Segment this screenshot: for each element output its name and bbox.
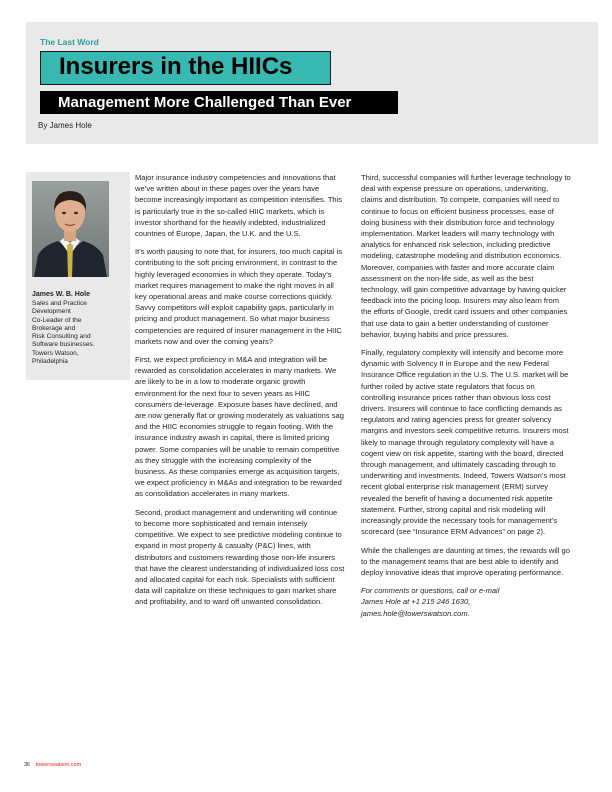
author-role-line: Co-Leader of the [32, 316, 82, 324]
article-column-left [135, 172, 345, 615]
byline: By James Hole [38, 121, 92, 130]
author-role-line: Software businesses. [32, 341, 95, 349]
page-footer [24, 762, 81, 768]
author-portrait-icon [32, 181, 109, 277]
paragraph: It’s worth pausing to note that, for insurers, too much capital is contributing to the soft pricing environment, in contrast to the highly leveraged economies in which they operate. Today’s market requires management to make the right moves in all key operational areas and make course corrections quickly. Savvy competitors will exploit capability gaps, particularly in pricing and product management. So what major business competencies are required of insurer management in the HIIC markets now and over the coming years? [135, 247, 343, 346]
subtitle-banner [40, 91, 398, 114]
author-role-line: Philadelphia [32, 358, 68, 366]
paragraph: Major insurance industry competencies and innovations that we’ve written about in these pages over the years have become increasingly important as competition intensifies. This is particularly true in the so-called HIIC markets, which is investor shorthand for the heavily indebted, industrialized countries of Europe, Japan, the U.K. and the U.S. [135, 173, 343, 239]
contact-email-link[interactable]: james.hole@towerswatson.com. [361, 608, 470, 618]
paragraph: Third, successful companies will further leverage technology to deal with expense pressure on operations, underwriting, claims and distribution. To compete, companies will need to continue to focus on efficient business processes, ease of doing business with their distribution force and technology implementation. Market leaders will marry technology with analytics for enhanced risk selection, including predictive modeling, catastrophe modeling and distribution economics. Moreover, companies with faster and more accurate claim assessment on the non-life side, as well as the best technology, will gain competitive advantage by having quicker feedback into the pricing loop. Insurers may also learn from the efforts of Google, credit card issuers and other companies that use data to gain a better understanding of customer behavior, buying habits and price pressures. [361, 173, 571, 339]
author-name: James W. B. Hole [32, 291, 90, 298]
author-photo [32, 181, 109, 277]
paragraph: First, we expect proficiency in M&A and integration will be rewarded as consolidation accelerates in many markets. We are likely to be in a low to moderate organic growth environment for the next four to seven years as HIIC consumers de-leverage. Exposure bases have declined, and are now generally flat or growing moderately as valuations sag and the HIIC economies struggle to regain footing. With the insurance industry awash in capital, there is limited pricing power. Some companies will be unable to remain competitive as they struggle with the increasing complexity of the business. As these companies emerge as acquisition targets, we expect proficiency in M&As and integration to be rewarded as consolidation accelerates in many markets. [135, 355, 344, 499]
contact-line: James Hole at +1 215 246 1630, [361, 597, 471, 607]
section-label: The Last Word [40, 37, 99, 47]
paragraph: Finally, regulatory complexity will intensify and become more dynamic with Solvency II in Europe and the new Federal Insurance Office regulation in the U.S. The U.S. market will be further roiled by active state regulators that focus on controlling insurance prices rather than obvious loss cost drivers. Insurers will continue to face conflicting demands as regulators and rating agencies press for greater solvency margins and investors seek competitive returns. Insurers most likely to manage through regulatory complexity will have a cogent view on risk appetite, starting with the board, directed through management, and ultimately cascading through to underwriting and investments. Indeed, Towers Watson’s most recent global enterprise risk management (ERM) survey revealed the benefit of having a documented risk appetite statement. Further, strong capital and risk modeling will increasingly provide the necessary tools for management’s scorecard (see “Insurance ERM Advances” on page 2). [361, 348, 569, 537]
author-role-line: Sales and Practice [32, 300, 87, 307]
author-role [32, 300, 128, 366]
footer-url-link[interactable]: towerswatson.com [35, 762, 82, 768]
page-subtitle: Management More Challenged Than Ever [58, 94, 352, 111]
page-title: Insurers in the HIICs [59, 53, 293, 80]
author-role-line: Risk Consulting and [32, 333, 91, 341]
paragraph: While the challenges are daunting at times, the rewards will go to the management teams that are best able to identify and deploy innovative ideas that improve operating performance. [361, 545, 570, 577]
author-role-line: Towers Watson, [32, 349, 79, 357]
author-role-line: Brokerage and [32, 324, 76, 332]
title-banner [40, 51, 331, 85]
paragraph: Second, product management and underwriting will continue to become more sophisticated and remain intensely competitive. We expect to see predictive modeling continue to expand in most property & casualty (P&C) lines, with distributors and customers rewarding those non-life insurers that have the clearest understanding of individualized loss cost and allocated capital for each risk. Specialists with sufficient data will capitalize on these techniques to gain market share and profitability, and to ward off unwanted consolidation. [135, 507, 345, 607]
article-column-right [361, 172, 571, 626]
page-number: 36 [24, 762, 31, 768]
contact-note [361, 585, 571, 619]
contact-line: For comments or questions, call or e-mail [361, 586, 500, 596]
author-role-line: Development [32, 308, 71, 316]
